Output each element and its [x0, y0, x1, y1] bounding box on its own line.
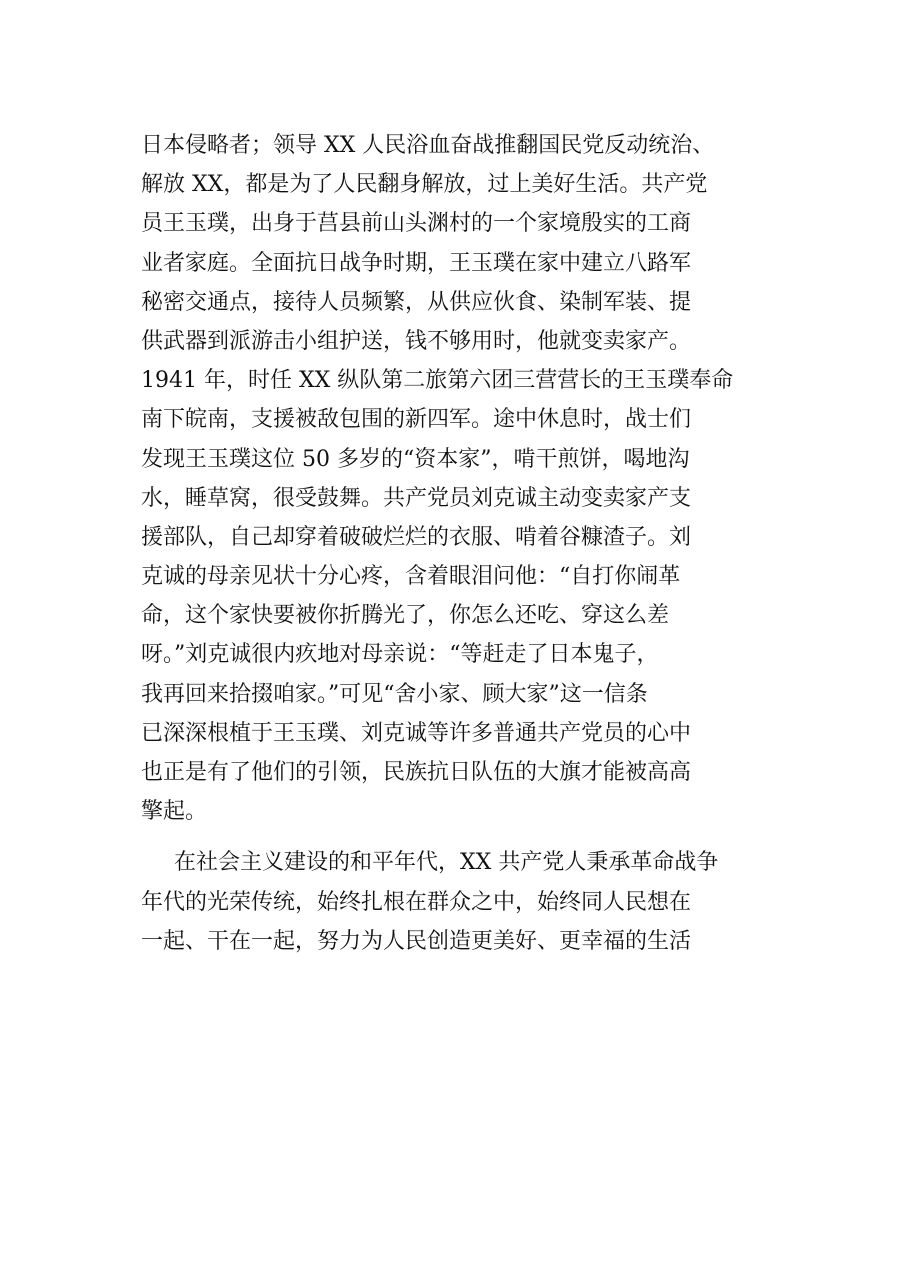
text-line: 擎起。	[141, 799, 208, 825]
paragraph-2	[141, 843, 781, 961]
text-line: 一起、干在一起，努力为人民创造更美好、更幸福的生活	[141, 928, 692, 954]
text-line: 员王玉璞，出身于莒县前山头渊村的一个家境殷实的工商	[141, 211, 692, 237]
text-line: 年代的光荣传统，始终扎根在群众之中，始终同人民想在	[141, 889, 692, 915]
text-line: 日本侵略者；领导 XX 人民浴血奋战推翻国民党反动统治、	[141, 133, 715, 158]
text-line: 命，这个家快要被你折腾光了，你怎么还吃、穿这么差	[141, 603, 670, 629]
text-line: 在社会主义建设的和平年代，XX 共产党人秉承革命战争	[174, 850, 719, 876]
text-line: 呀。”刘克诚很内疚地对母亲说：“等赶走了日本鬼子，	[141, 642, 659, 668]
text-line: 解放 XX，都是为了人民翻身解放，过上美好生活。共产党	[141, 172, 708, 198]
text-line: 已深深根植于王玉璞、刘克诚等许多普通共产党员的心中	[141, 720, 692, 746]
text-line: 秘密交通点，接待人员频繁，从供应伙食、染制军装、提	[141, 289, 692, 315]
text-line: 业者家庭。全面抗日战争时期，王玉璞在家中建立八路军	[141, 250, 692, 276]
text-line: 也正是有了他们的引领，民族抗日队伍的大旗才能被高高	[141, 760, 692, 785]
paragraph-spacing	[141, 831, 781, 843]
text-line: 克诚的母亲见状十分心疼，含着眼泪问他：“自打你闹革	[141, 564, 681, 590]
paragraph-1	[141, 126, 781, 831]
text-line: 发现王玉璞这位 50 多岁的“资本家”，啃干煎饼，喝地沟	[141, 446, 690, 472]
text-line: 1941 年，时任 XX 纵队第二旅第六团三营营长的王玉璞奉命	[141, 368, 734, 394]
text-line: 南下皖南，支援被敌包围的新四军。途中休息时，战士们	[141, 407, 692, 433]
body-text	[141, 126, 781, 961]
text-line: 水，睡草窝，很受鼓舞。共产党员刘克诚主动变卖家产支	[141, 485, 692, 511]
text-line: 供武器到派游击小组护送，钱不够用时，他就变卖家产。	[141, 328, 692, 354]
text-line: 援部队，自己却穿着破破烂烂的衣服、啃着谷糠渣子。刘	[141, 524, 692, 550]
text-line: 我再回来拾掇咱家。”可见“舍小家、顾大家”这一信条	[141, 681, 648, 707]
